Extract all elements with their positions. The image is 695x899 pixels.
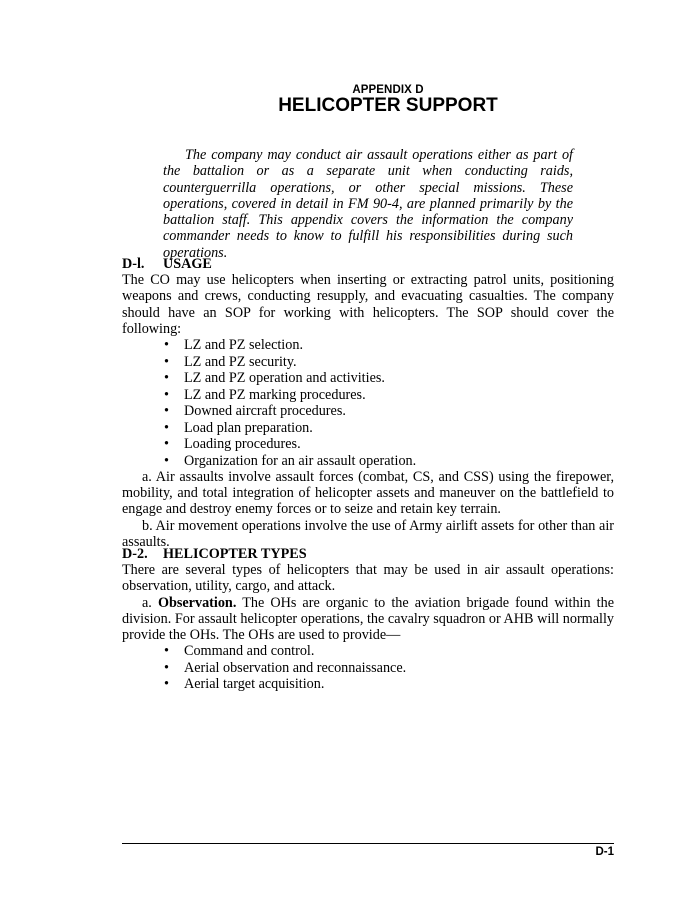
list-item: • Organization for an air assault operation. xyxy=(122,453,614,470)
list-item: • Load plan preparation. xyxy=(122,420,614,437)
section-title: HELICOPTER TYPES xyxy=(163,546,307,562)
section-heading xyxy=(122,256,614,272)
list-item: • LZ and PZ marking procedures. xyxy=(122,387,614,404)
section-body: The CO may use helicopters when inserting or extracting patrol units, positioning weapons and crews, conducting resupply, and evacuating casualties. The company should have an SOP for working with helicopters. The SOP should cover the following: xyxy=(122,272,614,337)
section-heading xyxy=(122,546,614,562)
footer-divider xyxy=(122,843,614,844)
section-number: D-2. xyxy=(122,546,148,562)
section-helicopter-types xyxy=(122,546,614,693)
section-number: D-l. xyxy=(122,256,145,272)
list-item: • LZ and PZ selection. xyxy=(122,337,614,354)
intro-paragraph: The company may conduct air assault operations either as part of the battalion or as a separate unit when conducting raids, counterguerrilla operations, or other special missions. These operations, covered in detail in FM 90-4, are planned primarily by the battalion staff. This appendix covers the information the company commander needs to know to fulfill his responsibilities during such operations. xyxy=(163,147,573,261)
list-item: • Command and control. xyxy=(122,643,614,660)
subparagraph-b: b. Air movement operations involve the use of Army airlift assets for other than air assaults. xyxy=(122,517,614,550)
appendix-label: APPENDIX D xyxy=(352,84,424,96)
section-body: There are several types of helicopters that may be used in air assault operations: observation, utility, cargo, and attack. xyxy=(122,562,614,595)
list-item: • Loading procedures. xyxy=(122,436,614,453)
subparagraph-lead: Observation. xyxy=(157,594,237,611)
list-item: • LZ and PZ security. xyxy=(122,354,614,371)
bullet-list xyxy=(122,337,614,469)
subparagraph-text: The OHs are organic to the aviation brigade found within the division. For assault helicopter operations, the cavalry squadron or AHB will normally provide the OHs. The OHs are used to provide— xyxy=(122,594,614,643)
page-number: D-1 xyxy=(595,846,614,858)
bullet-list xyxy=(122,643,614,693)
subparagraph-a: a. Air assaults involve assault forces (combat, CS, and CSS) using the firepower, mobility, and total integration of helicopter assets and maneuver on the battlefield to engage and destroy enemy forces or to seize and retain key terrain. xyxy=(122,469,614,518)
section-usage xyxy=(122,256,614,550)
subparagraph-prefix: a. xyxy=(142,594,158,611)
section-title: USAGE xyxy=(163,256,212,272)
list-item: • LZ and PZ operation and activities. xyxy=(122,370,614,387)
list-item: • Downed aircraft procedures. xyxy=(122,403,614,420)
list-item: • Aerial target acquisition. xyxy=(122,676,614,693)
page-title: HELICOPTER SUPPORT xyxy=(278,95,498,116)
list-item: • Aerial observation and reconnaissance. xyxy=(122,660,614,677)
subparagraph-a xyxy=(122,595,614,644)
